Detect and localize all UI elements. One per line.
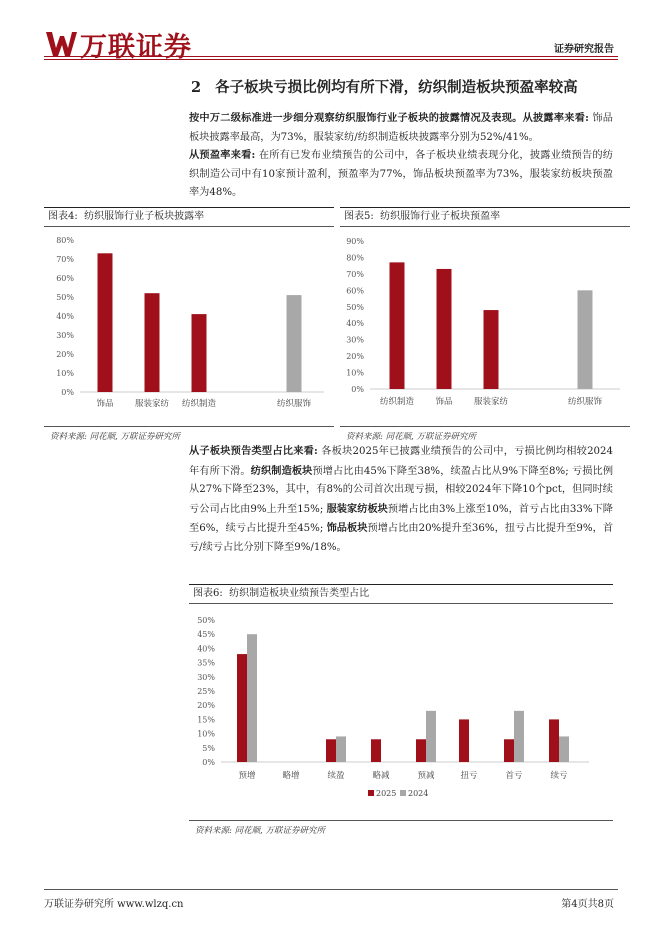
forecast-type-chart: [189, 604, 613, 816]
paragraph-forecast-types: [189, 442, 613, 557]
y-tick-label: 40%: [56, 312, 74, 321]
x-tick-label: 续盈: [327, 771, 345, 781]
y-tick-label: 50%: [197, 616, 215, 625]
bar-2025: [416, 739, 426, 762]
paragraph-lead: 按中万二级标准进一步细分观察纺织服饰行业子板块的披露情况及表现。从披露率来看:: [189, 112, 589, 124]
paragraph-highlight: 纺织制造板块: [250, 464, 313, 477]
bar: [578, 290, 593, 389]
figure-4: [44, 207, 334, 442]
x-tick-label: 预增: [238, 771, 256, 781]
y-tick-label: 20%: [346, 352, 364, 362]
bar: [287, 295, 302, 392]
figure-title: 纺织服饰行业子板块披露率: [84, 211, 205, 222]
paragraph-lead: 从预盈率来看:: [189, 149, 256, 161]
paragraph-text: 预增占比由45%下降至38%，续盈占比从9%下降至8%; 亏损比例从27%下降至23%，其中，有8%的公司首次出现亏损，相较2024年下降10个pct，但同时续亏公司占比由9%上升至15%;: [189, 465, 614, 515]
bar-2024: [559, 736, 569, 762]
bar-2025: [549, 719, 559, 762]
y-tick-label: 35%: [197, 658, 215, 668]
figure-header: [44, 207, 334, 227]
x-tick-label: 服装家纺: [473, 397, 509, 407]
figure-6: [189, 584, 613, 836]
footer-org: 万联证券研究所 www.wlzq.cn: [44, 899, 184, 910]
y-tick-label: 20%: [197, 701, 215, 711]
paragraph-lead: 从子板块预告类型占比来看:: [189, 445, 318, 457]
figure-source: 资料来源: 同花顺, 万联证券研究所: [195, 826, 325, 836]
bar-2024: [247, 634, 257, 762]
x-tick-label: 首亏: [505, 771, 523, 781]
y-tick-label: 0%: [61, 388, 74, 397]
figure-header: [340, 207, 630, 227]
section-number: 2: [191, 79, 202, 96]
bar: [192, 314, 207, 392]
x-tick-label: 略增: [282, 771, 300, 781]
y-tick-label: 15%: [197, 715, 215, 725]
y-tick-label: 60%: [346, 286, 364, 296]
bar: [484, 310, 499, 389]
figure-5: [340, 207, 630, 442]
header-divider-thin: [44, 59, 618, 60]
paragraph-text: 各板块2025年已披露业绩预告的公司中，亏损比例均相较2024年有所下滑。: [189, 446, 613, 477]
y-tick-label: 60%: [56, 274, 74, 283]
footer-divider: [44, 889, 618, 890]
y-tick-label: 30%: [197, 672, 215, 682]
y-tick-label: 0%: [351, 385, 364, 394]
y-tick-label: 40%: [197, 644, 215, 654]
y-tick-label: 80%: [346, 253, 364, 263]
report-type-label: 证券研究报告: [554, 44, 614, 55]
y-tick-label: 25%: [197, 687, 215, 696]
y-tick-label: 30%: [346, 335, 364, 345]
x-tick-label: 饰品: [435, 397, 453, 407]
y-tick-label: 40%: [346, 319, 364, 329]
bar: [98, 253, 113, 392]
x-tick-label: 服装家纺: [134, 399, 170, 409]
y-tick-label: 90%: [346, 237, 364, 246]
figure-label: 图表5:: [344, 211, 374, 222]
y-tick-label: 45%: [197, 630, 215, 640]
legend-label-2025: 2025: [376, 789, 397, 798]
profit-rate-chart: [340, 227, 630, 422]
header-divider: [44, 56, 618, 57]
y-tick-label: 80%: [56, 236, 74, 245]
paragraph-text: 预增占比由20%提升至36%，扭亏占比提升至9%，首亏/续亏占比分别下降至9%/18%。: [189, 523, 614, 553]
figure-source: 资料来源: 同花顺, 万联证券研究所: [346, 432, 476, 442]
paragraph-body: 在所有已发布业绩预告的公司中，各子板块业绩表现分化，披露业绩预告的纺织制造公司中有10家预计盈利，预盈率为77%，饰品板块预盈率为73%，服装家纺板块预盈率为48%。: [189, 150, 613, 198]
bar-2025: [459, 719, 469, 762]
figure-label: 图表4:: [48, 211, 78, 222]
x-tick-label: 纺织服饰: [276, 399, 312, 409]
y-tick-label: 30%: [56, 331, 74, 340]
paragraph-text: 预增占比由3%上涨至10%，首亏占比由33%下降至6%，续亏占比提升至45%;: [189, 503, 613, 534]
x-tick-label: 饰品: [96, 399, 114, 409]
y-tick-label: 50%: [346, 302, 364, 312]
paragraph-profit-rate: [189, 146, 613, 203]
bar-2024: [336, 736, 346, 762]
bar: [390, 262, 405, 389]
y-tick-label: 5%: [202, 743, 215, 753]
legend-label-2024: 2024: [408, 789, 429, 798]
x-tick-label: 扭亏: [460, 771, 478, 781]
figure-title: 纺织服饰行业子板块预盈率: [380, 211, 501, 222]
x-tick-label: 略减: [372, 771, 390, 781]
logo-text: 万联证券: [80, 31, 192, 63]
x-tick-label: 纺织制造: [181, 399, 217, 409]
bar-2024: [514, 711, 524, 762]
bar-2025: [237, 654, 247, 762]
y-tick-label: 0%: [202, 758, 215, 767]
figure-source: 资料来源: 同花顺, 万联证券研究所: [50, 432, 180, 442]
y-tick-label: 10%: [56, 369, 74, 378]
section-title-text: 各子板块亏损比例均有所下滑，纺织制造板块预盈率较高: [215, 79, 578, 96]
disclosure-rate-chart: [44, 227, 334, 422]
bar: [145, 293, 160, 392]
x-tick-label: 预减: [417, 771, 435, 781]
bar-2025: [326, 739, 336, 762]
bar-2024: [426, 711, 436, 762]
legend-swatch-2025: [368, 790, 374, 796]
x-tick-label: 纺织制造: [379, 397, 415, 407]
y-tick-label: 10%: [197, 729, 215, 739]
y-tick-label: 20%: [56, 350, 74, 359]
paragraph-disclosure-rate: [189, 109, 613, 147]
x-tick-label: 纺织服饰: [567, 397, 603, 407]
y-tick-label: 70%: [346, 269, 364, 279]
bar-2025: [504, 739, 514, 762]
figure-title: 纺织制造板块业绩预告类型占比: [229, 588, 370, 599]
paragraph-body: 饰品板块披露率最高，为73%，服装家纺/纺织制造板块披露率分别为52%/41%。: [189, 113, 613, 143]
bar-2025: [371, 739, 381, 762]
y-tick-label: 50%: [56, 293, 74, 302]
bar: [437, 269, 452, 389]
y-tick-label: 70%: [56, 255, 74, 264]
section-title: [191, 76, 578, 97]
legend-swatch-2024: [400, 790, 406, 796]
figure-label: 图表6:: [193, 588, 223, 599]
paragraph-highlight: 服装家纺板块: [326, 502, 388, 515]
figure-header: [189, 584, 613, 604]
paragraph-highlight: 饰品板块: [326, 522, 368, 534]
x-tick-label: 续亏: [550, 771, 568, 781]
y-tick-label: 10%: [346, 368, 364, 378]
page-number: 第4页共8页: [561, 899, 614, 910]
